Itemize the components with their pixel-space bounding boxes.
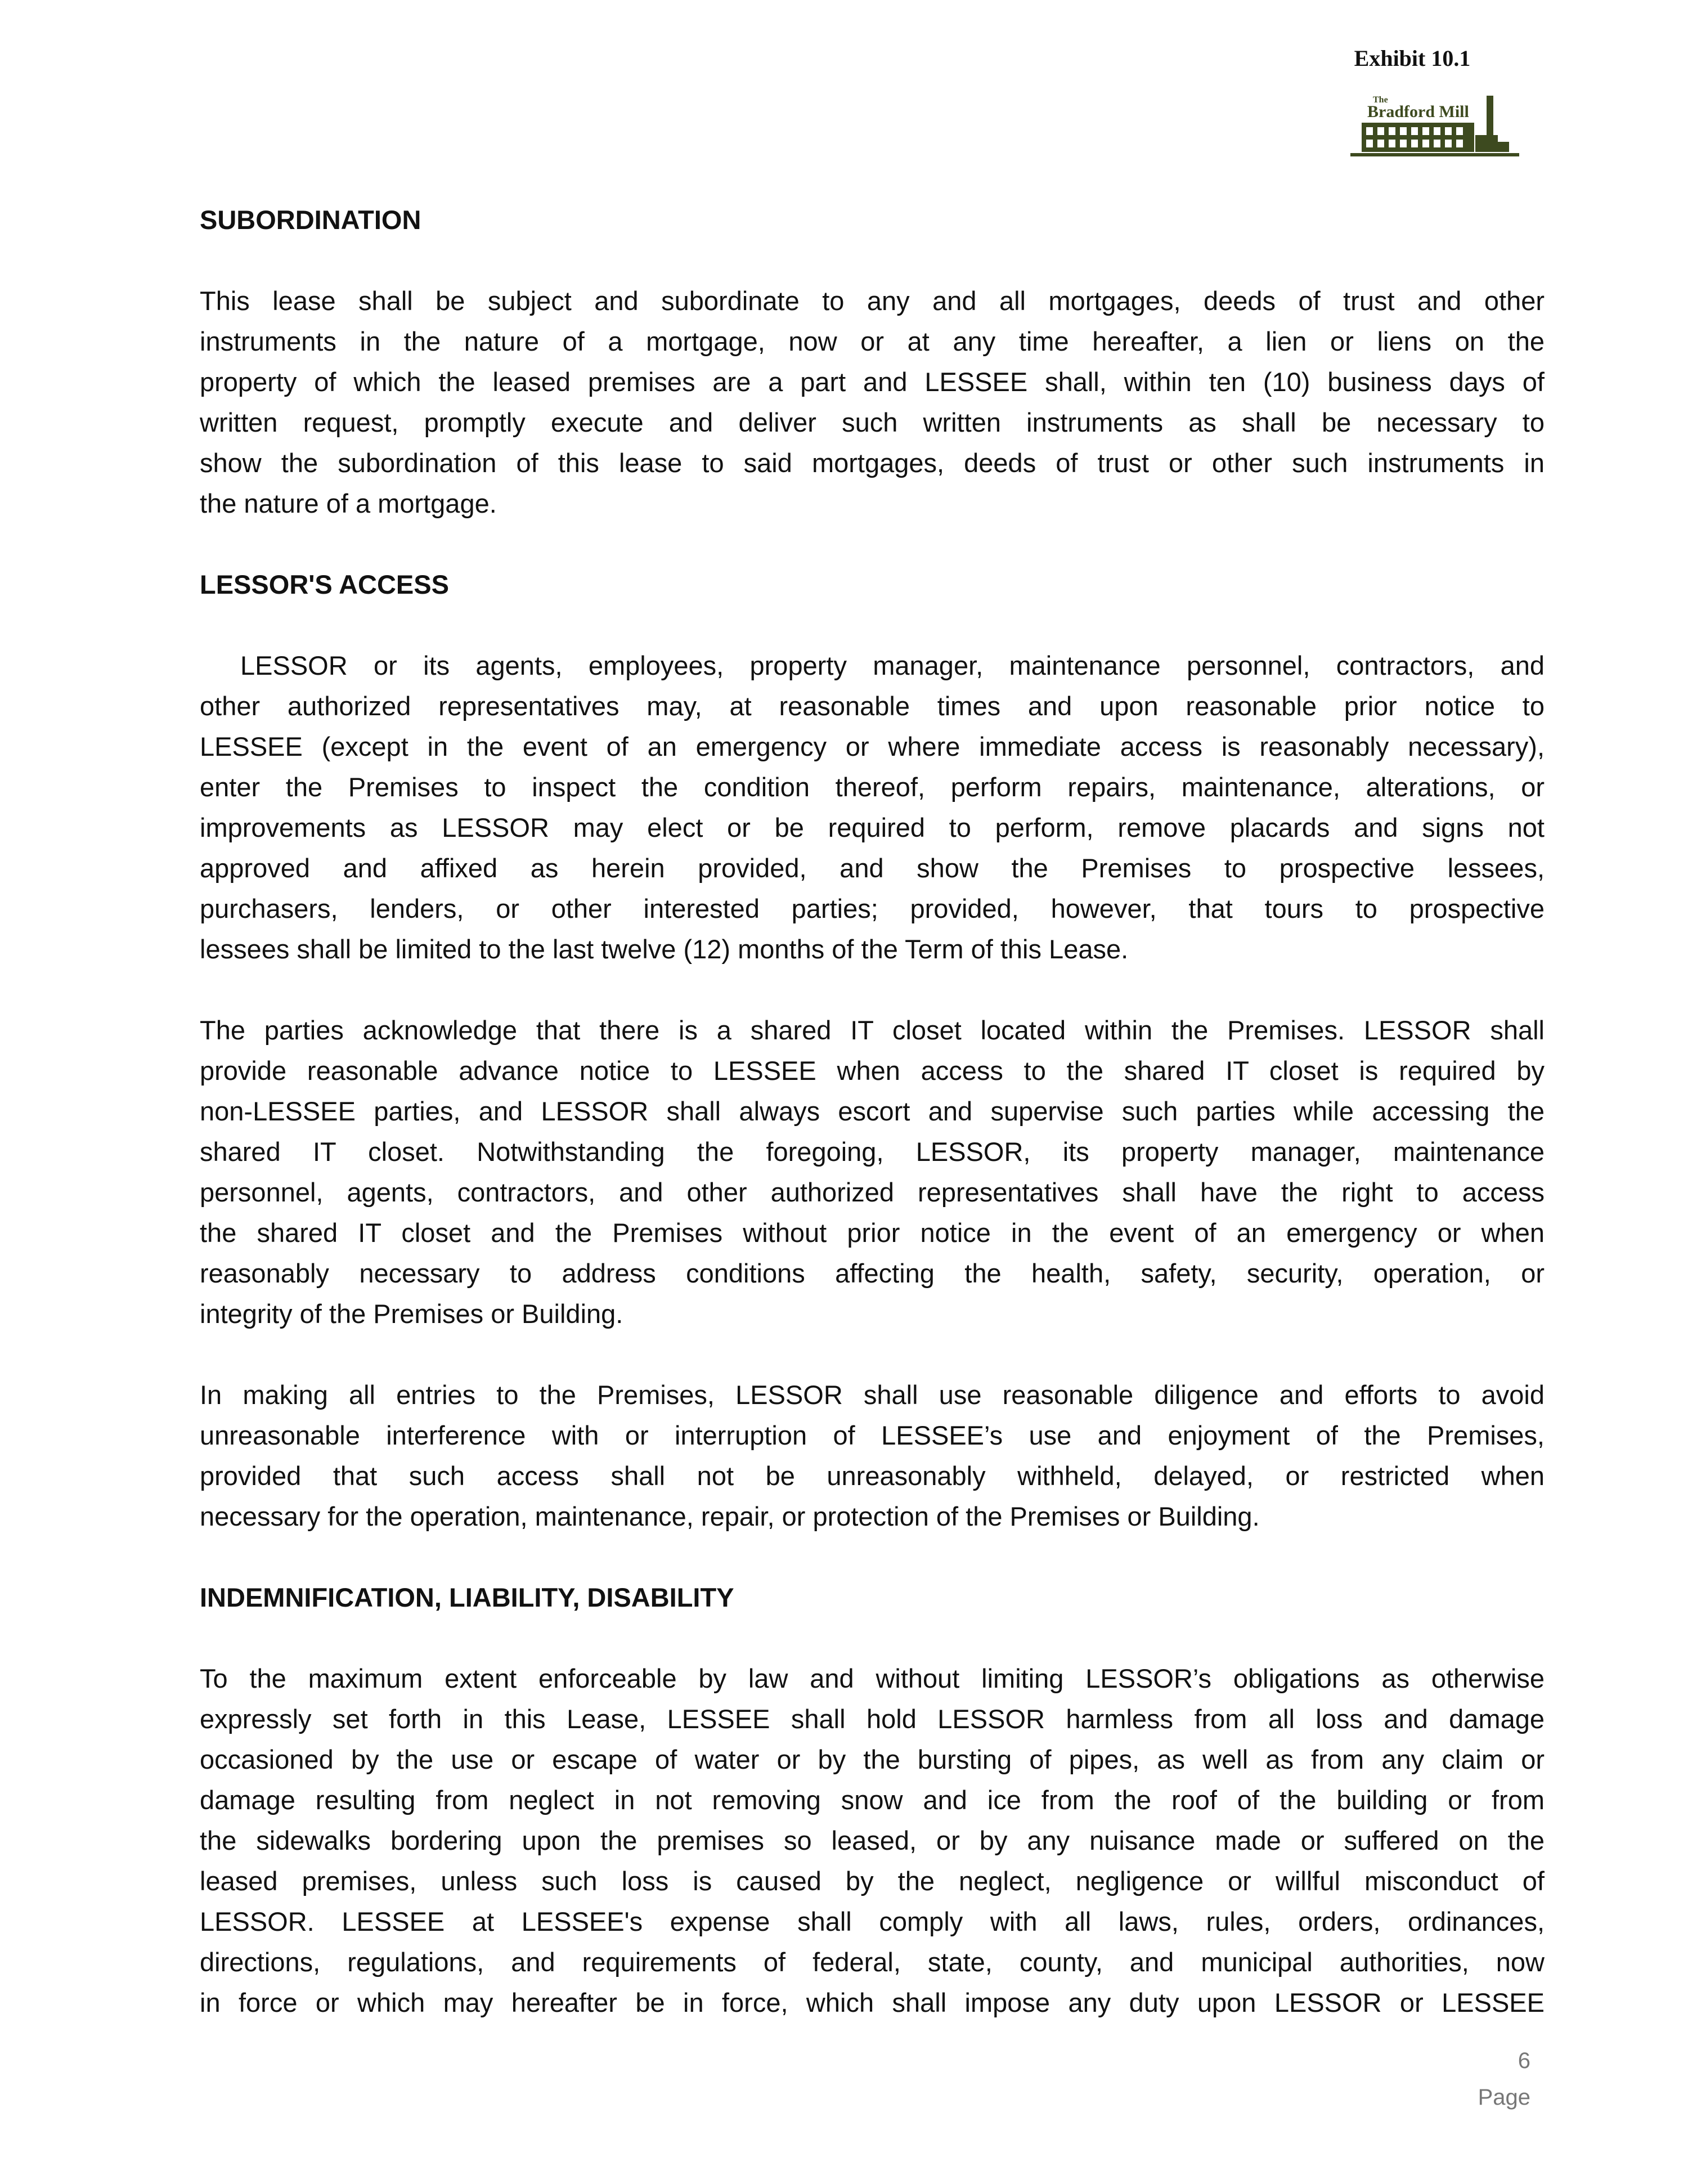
text-line: LESSOR or its agents, employees, property manager, maintenance personnel, contractors, and [240,651,1545,680]
text-line: provided that such access shall not be unreasonably withheld, delayed, or restricted when [200,1461,1545,1491]
paragraph-access-3 [200,1375,1545,1537]
text-line: This lease shall be subject and subordinate to any and all mortgages, deeds of trust and other [200,286,1545,316]
text-line: In making all entries to the Premises, LESSOR shall use reasonable diligence and efforts to avoid [200,1380,1545,1410]
text-line: expressly set forth in this Lease, LESSEE shall hold LESSOR harmless from all loss and damage [200,1704,1545,1734]
paragraph-subordination [200,281,1545,524]
page-number: 6 [1518,2048,1530,2073]
text-line: other authorized representatives may, at reasonable times and upon reasonable prior notice to [200,691,1545,721]
text-line: provide reasonable advance notice to LESSEE when access to the shared IT closet is required by [200,1056,1545,1086]
text-line: To the maximum extent enforceable by law and without limiting LESSOR’s obligations as otherwise [200,1663,1545,1693]
bradford-mill-logo [1350,90,1519,163]
logo-text-the: The [1373,95,1388,105]
exhibit-label: Exhibit 10.1 [1354,46,1471,71]
text-line: unreasonable interference with or interruption of LESSEE’s use and enjoyment of the Premises, [200,1420,1545,1450]
text-line: damage resulting from neglect in not removing snow and ice from the roof of the building or from [200,1785,1545,1815]
document-body [200,200,1545,2064]
text-line: The parties acknowledge that there is a shared IT closet located within the Premises. LESSOR shall [200,1015,1545,1045]
text-line: LESSOR. LESSEE at LESSEE's expense shall comply with all laws, rules, orders, ordinances, [200,1907,1545,1936]
text-line: the nature of a mortgage. [200,488,497,518]
text-line: directions, regulations, and requirements of federal, state, county, and municipal authorities, now [200,1947,1545,1977]
text-line: leased premises, unless such loss is caused by the neglect, negligence or willful misconduct of [200,1866,1545,1896]
heading-subordination: SUBORDINATION [200,205,421,235]
text-line: reasonably necessary to address conditions affecting the health, safety, security, operation, or [200,1258,1545,1288]
paragraph-access-2 [200,1010,1545,1334]
text-line: written request, promptly execute and deliver such written instruments as shall be necessary to [200,407,1545,437]
text-line: personnel, agents, contractors, and other authorized representatives shall have the right to access [200,1177,1545,1207]
page-label: Page [1478,2085,1530,2110]
text-line: enter the Premises to inspect the condition thereof, perform repairs, maintenance, alterations, or [200,772,1545,802]
logo-text-name: Bradford Mill [1367,102,1469,121]
text-line: necessary for the operation, maintenance, repair, or protection of the Premises or Building. [200,1501,1260,1531]
paragraph-indemnification [200,1658,1545,2023]
text-line: integrity of the Premises or Building. [200,1299,623,1329]
heading-indemnification: INDEMNIFICATION, LIABILITY, DISABILITY [200,1582,734,1612]
text-line: LESSEE (except in the event of an emergency or where immediate access is reasonably necessary), [200,732,1545,761]
text-line: non-LESSEE parties, and LESSOR shall always escort and supervise such parties while accessing the [200,1096,1545,1126]
text-line: shared IT closet. Notwithstanding the foregoing, LESSOR, its property manager, maintenance [200,1137,1545,1167]
text-line: improvements as LESSOR may elect or be required to perform, remove placards and signs not [200,813,1545,842]
text-line: approved and affixed as herein provided, and show the Premises to prospective lessees, [200,853,1545,883]
text-line: lessees shall be limited to the last twelve (12) months of the Term of this Lease. [200,934,1129,964]
text-line: occasioned by the use or escape of water or by the bursting of pipes, as well as from any claim or [200,1744,1545,1774]
text-line: instruments in the nature of a mortgage, now or at any time hereafter, a lien or liens on the [200,326,1545,356]
text-line: the shared IT closet and the Premises without prior notice in the event of an emergency or when [200,1218,1545,1248]
paragraph-access-1 [200,645,1545,970]
text-line: property of which the leased premises are a part and LESSEE shall, within ten (10) business days of [200,367,1545,397]
text-line: in force or which may hereafter be in force, which shall impose any duty upon LESSOR or LESSEE [200,1988,1545,2017]
text-line: purchasers, lenders, or other interested parties; provided, however, that tours to prospective [200,894,1545,923]
text-line: the sidewalks bordering upon the premises so leased, or by any nuisance made or suffered on the [200,1826,1545,1855]
text-line: show the subordination of this lease to said mortgages, deeds of trust or other such instruments in [200,448,1545,478]
heading-lessors-access: LESSOR'S ACCESS [200,569,449,599]
